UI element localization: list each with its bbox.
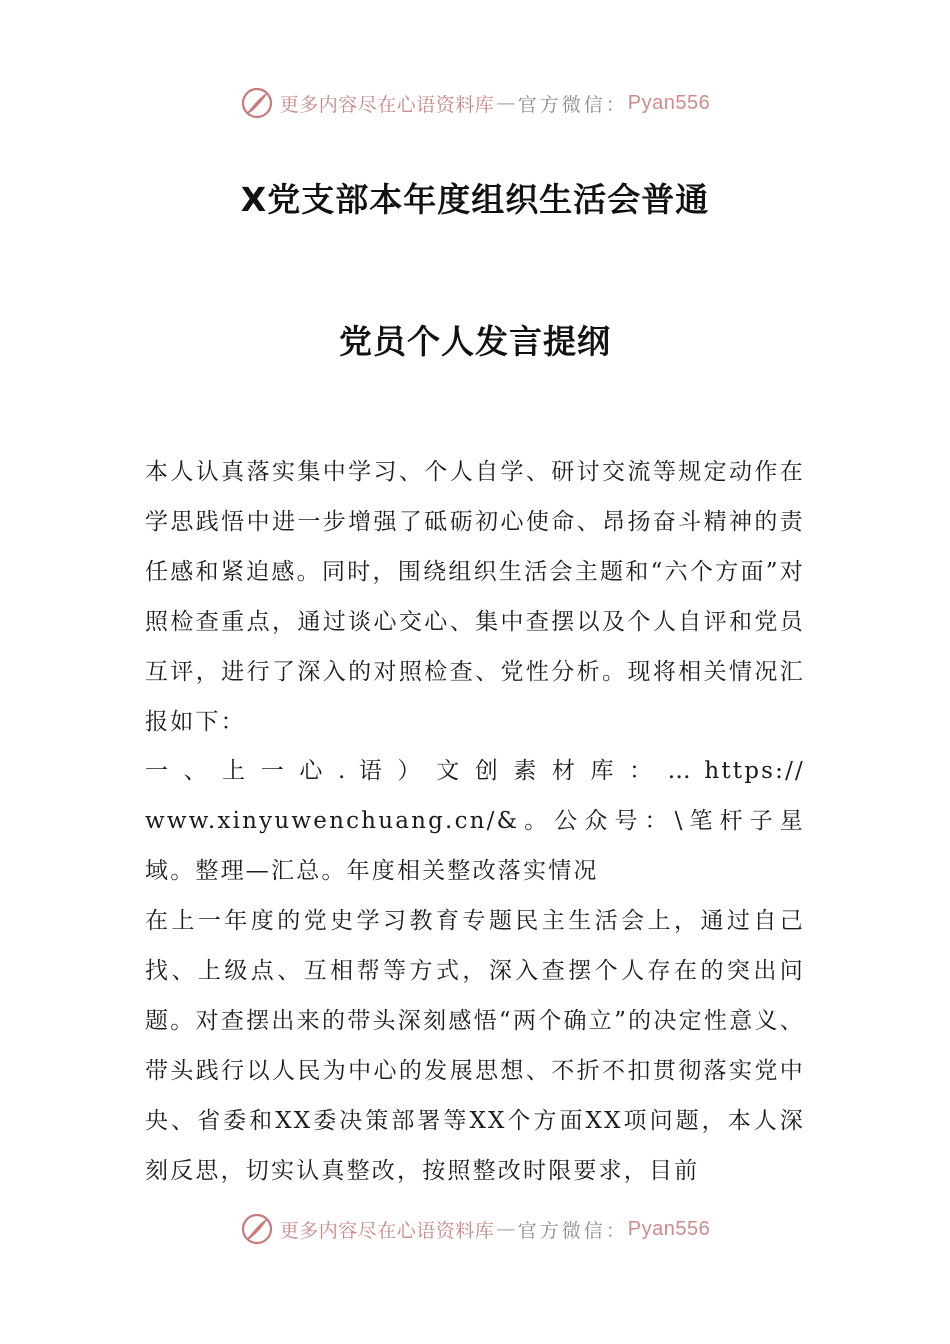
section-heading-first-line: 一 、 上 一 心 . 语 ） 文 创 素 材 库 ： … https:// — [145, 758, 805, 785]
quill-pen-logo-icon — [240, 86, 274, 120]
header-watermark — [0, 86, 950, 120]
watermark-dash: — — [496, 1218, 516, 1240]
quill-pen-logo-icon — [240, 1212, 274, 1246]
watermark-official-label: 官方微信： — [517, 93, 628, 116]
watermark-text: 更多内容尽在心语资料库 — [279, 93, 495, 116]
watermark-dash: — — [496, 92, 516, 114]
watermark-text: 更多内容尽在心语资料库 — [279, 1219, 495, 1242]
watermark-wechat-id: Pyan556 — [627, 1217, 711, 1240]
section-heading-rest: www.xinyuwenchuang.cn/&。公众号：\笔杆子星域。整理—汇总。年度相关整改落实情况 — [145, 808, 805, 885]
watermark-official-label: 官方微信： — [517, 1219, 628, 1242]
document-title-line-1: X党支部本年度组织生活会普通 — [240, 180, 710, 219]
footer-watermark — [0, 1212, 950, 1246]
document-body — [145, 448, 805, 1197]
watermark-wechat-id: Pyan556 — [627, 91, 711, 114]
body-paragraph-rectification: 在上一年度的党史学习教育专题民主生活会上，通过自己找、上级点、互相帮等方式，深入查摆个人存在的突出问题。对查摆出来的带头深刻感悟“两个确立”的决定性意义、带头践行以人民为中心的发展思想、不折不扣贯彻落实党中央、省委和XX委决策部署等XX个方面XX项问题，本人深刻反思，切实认真整改，按照整改时限要求，目前 — [145, 908, 805, 1184]
body-paragraph-intro: 本人认真落实集中学习、个人自学、研讨交流等规定动作在学思践悟中进一步增强了砥砺初心使命、昂扬奋斗精神的责任感和紧迫感。同时，围绕组织生活会主题和“六个方面”对照检查重点，通过谈心交心、集中查摆以及个人自评和党员互评，进行了深入的对照检查、党性分析。现将相关情况汇报如下： — [145, 459, 805, 735]
section-heading — [145, 747, 805, 897]
document-title-line-2: 党员个人发言提纲 — [339, 322, 611, 361]
